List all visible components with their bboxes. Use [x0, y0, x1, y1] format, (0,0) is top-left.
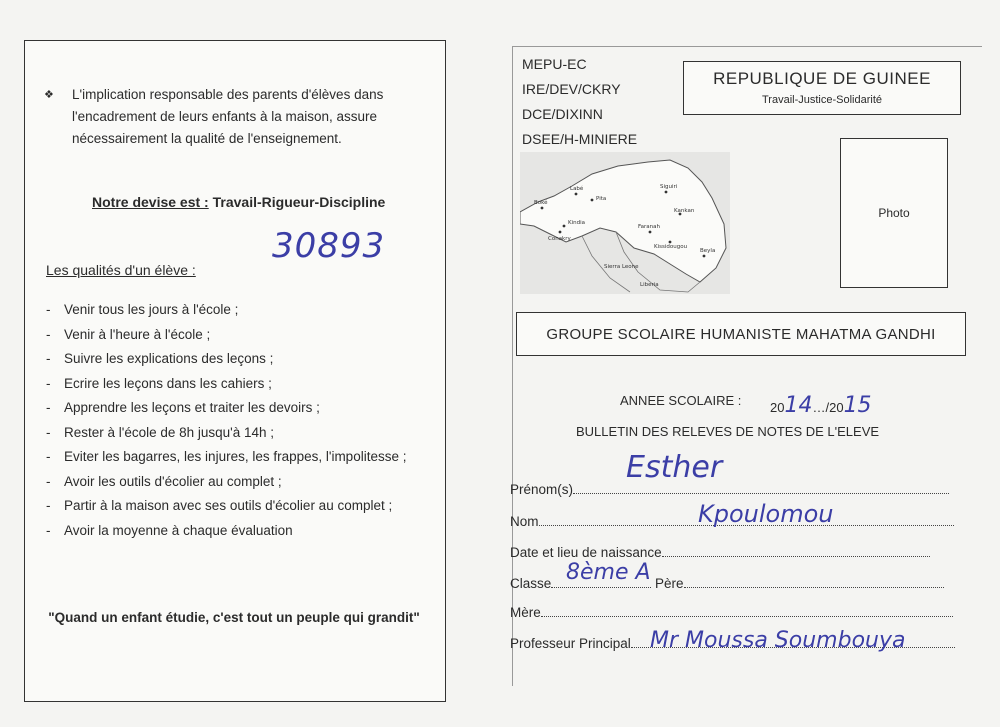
mother-field	[510, 605, 953, 620]
list-item: - Avoir la moyenne à chaque évaluation	[46, 522, 293, 538]
admin-line: DCE/DIXINN	[522, 106, 603, 122]
handwritten-first-name: Esther	[626, 450, 723, 485]
birth-label: Date et lieu de naissance	[510, 545, 662, 560]
republic-box	[683, 61, 961, 115]
svg-text:Faranah: Faranah	[638, 224, 661, 230]
school-year-value: 2014…/2015	[770, 393, 872, 418]
svg-text:Labé: Labé	[570, 186, 584, 192]
qualities-list	[46, 300, 436, 545]
list-item: - Eviter les bagarres, les injures, les frappes, l'impolitesse ;	[46, 449, 407, 464]
motto-value: Travail-Rigueur-Discipline	[208, 194, 386, 210]
qualities-heading: Les qualités d'un élève :	[46, 262, 196, 278]
proverb: "Quand un enfant étudie, c'est tout un peuple qui grandit"	[48, 610, 420, 625]
svg-text:Siguiri: Siguiri	[660, 184, 678, 190]
admin-line: DSEE/H-MINIERE	[522, 131, 638, 147]
svg-text:Kankan: Kankan	[674, 208, 695, 214]
intro-text: L'implication responsable des parents d'élèves dans l'encadrement de leurs enfants à la maison, assure nécessairement la qualité de l'enseignement.	[72, 87, 384, 146]
svg-text:Beyla: Beyla	[700, 248, 716, 254]
admin-line: MEPU-EC	[522, 56, 587, 72]
republic-title: REPUBLIQUE DE GUINEE	[713, 69, 931, 88]
list-item: - Rester à l'école de 8h jusqu'à 14h ;	[46, 424, 275, 440]
list-item: - Avoir les outils d'écolier au complet ;	[46, 473, 282, 489]
handwritten-year-start: 14	[784, 393, 813, 418]
school-year-label: ANNEE SCOLAIRE :	[620, 393, 742, 408]
svg-text:Kindia: Kindia	[568, 220, 586, 226]
svg-text:Pita: Pita	[596, 196, 607, 202]
republic-motto: Travail-Justice-Solidarité	[761, 94, 883, 106]
svg-text:Liberia: Liberia	[640, 282, 659, 288]
admin-header	[522, 52, 637, 152]
handwritten-last-name: Kpoulomou	[698, 500, 834, 528]
last-name-label: Nom	[510, 514, 539, 529]
teacher-label: Professeur Principal	[510, 636, 631, 651]
handwritten-teacher: Mr Moussa Soumbouya	[650, 628, 906, 653]
handwritten-class: 8ème A	[566, 560, 651, 585]
diamond-bullet-icon: ❖	[44, 89, 54, 101]
motto-line	[92, 194, 385, 210]
list-item: - Suivre les explications des leçons ;	[46, 351, 274, 366]
list-item: - Venir tous les jours à l'école ;	[46, 302, 239, 317]
bulletin-title: BULLETIN DES RELEVES DE NOTES DE L'ELEVE	[576, 424, 880, 439]
guinea-map	[520, 152, 730, 294]
handwritten-number: 30893	[272, 226, 386, 266]
handwritten-year-end: 15	[843, 393, 872, 418]
father-label: Père	[655, 576, 684, 591]
svg-text:Kissidougou: Kissidougou	[654, 244, 688, 250]
list-item: - Partir à la maison avec ses outils d'écolier au complet ;	[46, 498, 393, 513]
school-name: GROUPE SCOLAIRE HUMANISTE MAHATMA GANDHI	[546, 325, 936, 343]
birth-field	[510, 545, 930, 560]
svg-text:Boké: Boké	[534, 200, 548, 206]
admin-line: IRE/DEV/CKRY	[522, 81, 621, 97]
mother-label: Mère	[510, 605, 541, 620]
motto-label: Notre devise est :	[92, 194, 209, 210]
first-name-field	[510, 482, 949, 497]
school-name-box	[516, 312, 966, 356]
photo-label: Photo	[878, 206, 910, 220]
list-item: - Apprendre les leçons et traiter les devoirs ;	[46, 400, 320, 415]
list-item: - Venir à l'heure à l'école ;	[46, 326, 211, 342]
photo-placeholder	[840, 138, 948, 288]
class-label: Classe	[510, 576, 552, 591]
right-frame-top-line	[512, 46, 982, 47]
first-name-label: Prénom(s)	[510, 482, 574, 497]
list-item: - Ecrire les leçons dans les cahiers ;	[46, 375, 272, 391]
svg-text:Sierra Leone: Sierra Leone	[604, 264, 639, 270]
svg-text:Conakry: Conakry	[548, 236, 571, 242]
